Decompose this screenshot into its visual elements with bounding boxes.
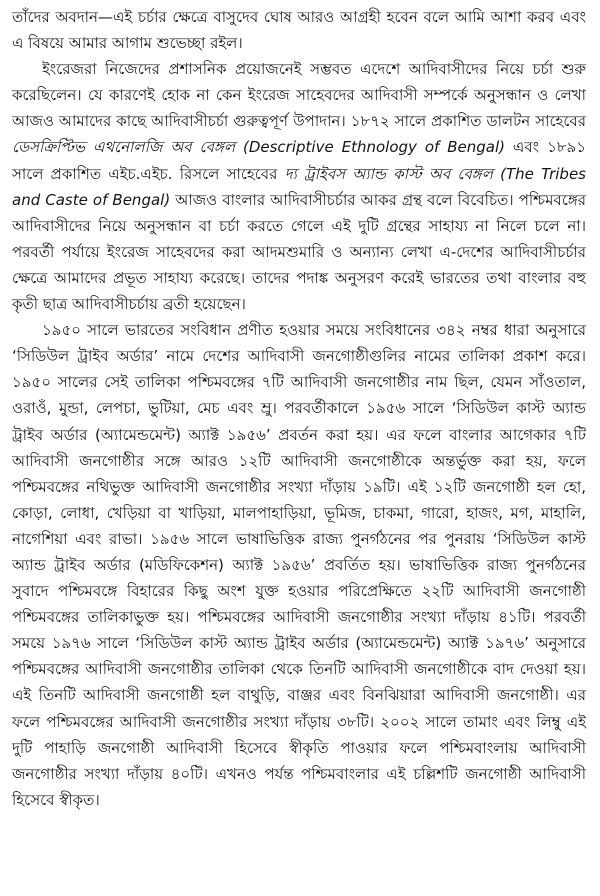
paragraph-2-text-3: আজও বাংলার আদিবাসীচর্চার আকর গ্রন্থ বলে বিবেচিত। পশ্চিমবঙ্গের আদিবাসীদের নিয়ে অনুসন্ধান বা চর্চা করতে গেলে এই দুটি গ্রন্থের সাহায্য না নিলে চলে না। পরবর্তী পর্যায়ে ইংরেজ সাহেবদের করা আদমশুমারি ও অন্যান্য লেখা এ-দেশের আদিবাসীচর্চার ক্ষেত্রে আমাদের প্রভূত সাহায্য করেছে। তাদের পদাঙ্ক অনুসরণ করেই ভারতের তথা বাংলার বহু কৃতী ছাত্র আদিবাসীচর্চায় ব্রতী হয়েছেন। <box>12 190 586 314</box>
paragraph-2 <box>12 56 586 317</box>
book-title-dalton: ডেসক্রিপ্টিভ এথনোলজি অব বেঙ্গল (Descriptive Ethnology of Bengal) <box>12 138 505 157</box>
paragraph-1: তাঁদের অবদান—এই চর্চার ক্ষেত্রে বাসুদেব ঘোষ আরও আগ্রহী হবেন বলে আমি আশা করব এবং এ বিষয়ে আমার আগাম শুভেচ্ছা রইল। <box>12 8 586 53</box>
paragraph-2-text-1: ইংরেজরা নিজেদের প্রশাসনিক প্রয়োজনেই সম্ভবত এদেশে আদিবাসীদের নিয়ে চর্চা শুরু করেছিলেন। যে কারণেই হোক না কেন ইংরেজ সাহেবদের আদিবাসী সম্পর্কে অনুসন্ধান ও লেখা আজও আমাদের কাছে আদিবাসীচর্চা গুরুত্বপূর্ণ উপাদান। ১৮৭২ সালে প্রকাশিত ডালটন সাহেবের <box>12 60 586 131</box>
paragraph-3: ১৯৫০ সালে ভারতের সংবিধান প্রণীত হওয়ার সময়ে সংবিধানের ৩৪২ নম্বর ধারা অনুসারে ‘সিডিউল ট্রাইব অর্ডার’ নামে দেশের আদিবাসী জনগোষ্ঠীগুলির নামের তালিকা প্রকাশ করে। ১৯৫০ সালের সেই তালিকা পশ্চিমবঙ্গের ৭টি আদিবাসী জনগোষ্ঠীর নাম ছিল, যেমন সাঁওতাল, ওরাওঁ, মুন্ডা, লেপচা, ভুটিয়া, মেচ এবং ম্রু। পরবর্তীকালে ১৯৫৬ সালে ‘সিডিউল কাস্ট অ্যান্ড ট্রাইব অর্ডার (অ্যামেন্ডমেন্ট) অ্যাক্ট ১৯৫৬’ প্রবর্তন করা হয়। এর ফলে বাংলার আগেকার ৭টি আদিবাসী জনগোষ্ঠীর সঙ্গে আরও ১২টি আদিবাসী জনগোষ্ঠীকে অন্তর্ভুক্ত করা হয়, ফলে পশ্চিমবঙ্গের নথিভুক্ত আদিবাসী জনগোষ্ঠীর সংখ্যা দাঁড়ায় ১৯টি। এই ১২টি জনগোষ্ঠী হল হো, কোড়া, লোধা, খেড়িয়া বা খাড়িয়া, মালপাহাড়িয়া, ভূমিজ, চাকমা, গারো, হাজং, মগ, মাহালি, নাগেশিয়া এবং রাভা। ১৯৫৬ সালে ভাষাভিত্তিক রাজ্য পুনর্গঠনের পর পুনরায় ‘সিডিউল কাস্ট অ্যান্ড ট্রাইব অর্ডার (মডিফিকেশন) অ্যাক্ট ১৯৫৬’ প্রবর্তিত হয়। ভাষাভিত্তিক রাজ্য পুনর্গঠনের সুবাদে পশ্চিমবঙ্গে বিহারের কিছু অংশ যুক্ত হওয়ার পরিপ্রেক্ষিতে ২২টি আদিবাসী জনগোষ্ঠী পশ্চিমবঙ্গের তালিকাভুক্ত হয়। পশ্চিমবঙ্গের আদিবাসী জনগোষ্ঠীর সংখ্যা দাঁড়ায় ৪১টি। পরবর্তী সময়ে ১৯৭৬ সালে ‘সিডিউল কাস্ট অ্যান্ড ট্রাইব অর্ডার (অ্যামেন্ডমেন্ট) অ্যাক্ট ১৯৭৬’ অনুসারে পশ্চিমবঙ্গের আদিবাসী জনগোষ্ঠীর তালিকা থেকে তিনটি আদিবাসী জনগোষ্ঠীকে বাদ দেওয়া হয়। এই তিনটি আদিবাসী জনগোষ্ঠী হল বাথুড়ি, বাঞ্জর এবং বিনঝিয়ারা আদিবাসী জনগোষ্ঠী। এর ফলে পশ্চিমবঙ্গের আদিবাসী জনগোষ্ঠীর সংখ্যা দাঁড়ায় ৩৮টি। ২০০২ সালে তামাং এবং লিম্বু এই দুটি পাহাড়ি জনগোষ্ঠী আদিবাসী হিসেবে স্বীকৃতি পাওয়ার ফলে পশ্চিমবাংলায় আদিবাসী জনগোষ্ঠীর সংখ্যা দাঁড়ায় ৪০টি। এখনও পর্যন্ত পশ্চিমবাংলার এই চল্লিশটি জনগোষ্ঠী আদিবাসী হিসেবে স্বীকৃত। <box>12 321 586 809</box>
paragraph-2-text-2: এবং ১৮৯১ সালে প্রকাশিত এইচ.এইচ. রিসলে সাহেবের <box>12 138 586 183</box>
book-title-risley: দ্য ট্রাইবস অ্যান্ড কাস্ট অব বেঙ্গল (The Tribes and Caste of Bengal) <box>12 164 586 209</box>
